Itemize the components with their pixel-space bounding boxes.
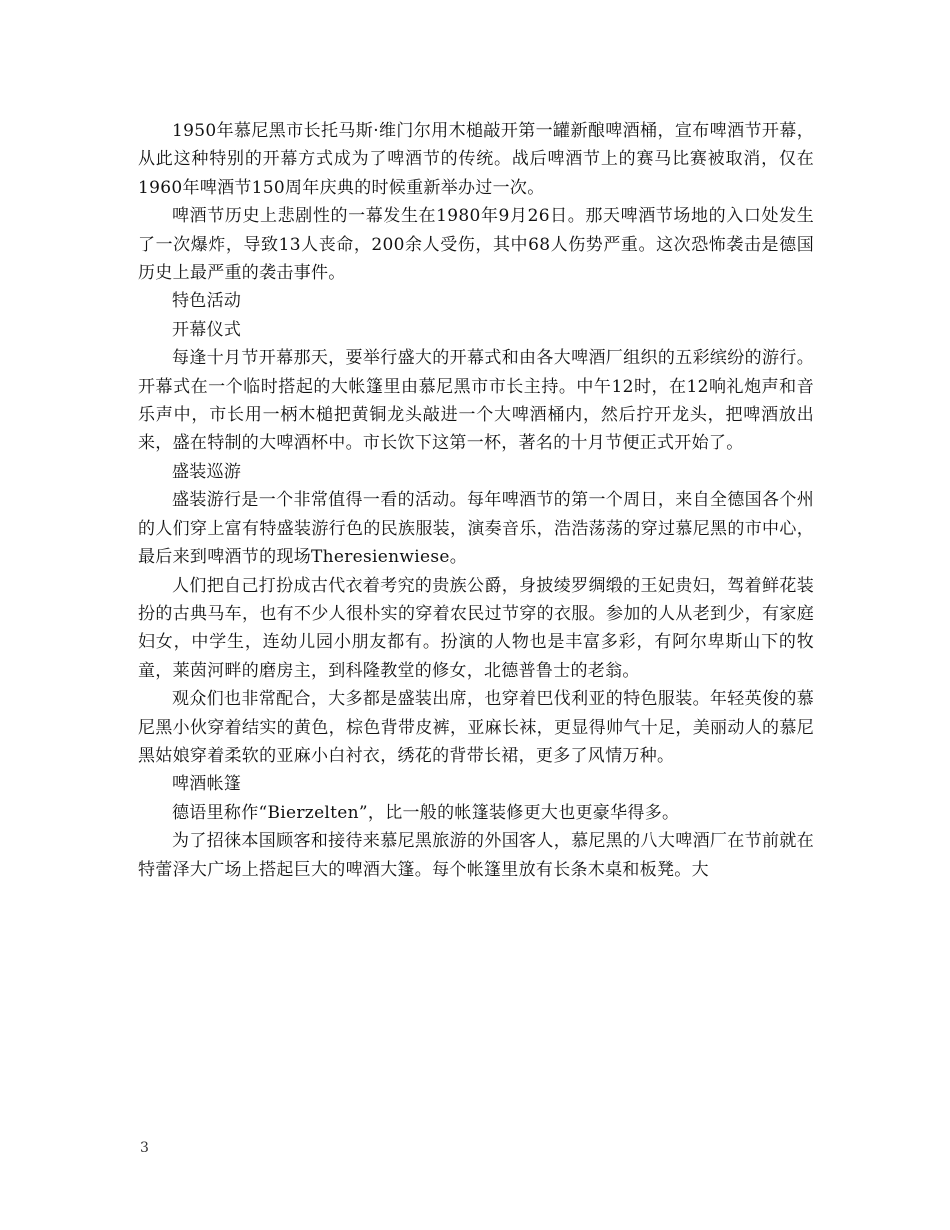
heading-costume-parade: 盛装巡游	[172, 461, 242, 482]
paragraph-1980-bombing: 啤酒节历史上悲剧性的一幕发生在1980年9月26日。那天啤酒节场地的入口处发生了一次爆炸，导致13人丧命，200余人受伤，其中68人伤势严重。这次恐怖袭击是德国历史上最严重的袭击事件。	[138, 206, 814, 284]
paragraph-beer-barrel-opening: 1950年慕尼黑市长托马斯·维门尔用木槌敲开第一罐新酿啤酒桶，宣布啤酒节开幕，从此这种特别的开幕方式成为了啤酒节的传统。战后啤酒节上的赛马比赛被取消，仅在1960年啤酒节150周年庆典的时候重新举办过一次。	[138, 121, 814, 198]
heading-opening-ceremony: 开幕仪式	[172, 319, 242, 340]
paragraph-beer-tents: 为了招徕本国顾客和接待来慕尼黑旅游的外国客人，慕尼黑的八大啤酒厂在节前就在特蕾泽大广场上搭起巨大的啤酒大篷。每个帐篷里放有长条木桌和板凳。大	[138, 831, 814, 880]
heading-special-activities: 特色活动	[172, 291, 242, 312]
paragraph-bierzelten: 德语里称作“Bierzelten”，比一般的帐篷装修更大也更豪华得多。	[172, 802, 680, 823]
page-body	[138, 117, 814, 884]
paragraph-spectators: 观众们也非常配合，大多都是盛装出席，也穿着巴伐利亚的特色服装。年轻英俊的慕尼黑小伙穿着结实的黄色，棕色背带皮裤，亚麻长袜，更显得帅气十足，美丽动人的慕尼黑姑娘穿着柔软的亚麻小白衬衣，绣花的背带长裙，更多了风情万种。	[138, 689, 814, 766]
paragraph-costume-parade: 盛装游行是一个非常值得一看的活动。每年啤酒节的第一个周日，来自全德国各个州的人们穿上富有特盛装游行色的民族服装，演奏音乐，浩浩荡荡的穿过慕尼黑的市中心，最后来到啤酒节的现场Theresienwiese。	[138, 490, 814, 568]
page-number: 3	[140, 1140, 149, 1156]
heading-beer-tents: 啤酒帐篷	[172, 774, 242, 795]
paragraph-opening-ceremony: 每逢十月节开幕那天，要举行盛大的开幕式和由各大啤酒厂组织的五彩缤纷的游行。开幕式在一个临时搭起的大帐篷里由慕尼黑市市长主持。中午12时，在12响礼炮声和音乐声中，市长用一柄木槌把黄铜龙头敲进一个大啤酒桶内，然后拧开龙头，把啤酒放出来，盛在特制的大啤酒杯中。市长饮下这第一杯，著名的十月节便正式开始了。	[138, 348, 814, 454]
paragraph-parade-participants: 人们把自己打扮成古代衣着考究的贵族公爵，身披绫罗绸缎的王妃贵妇，驾着鲜花装扮的古典马车，也有不少人很朴实的穿着农民过节穿的衣服。参加的人从老到少，有家庭妇女，中学生，连幼儿园小朋友都有。扮演的人物也是丰富多彩，有阿尔卑斯山下的牧童，莱茵河畔的磨房主，到科隆教堂的修女，北德普鲁士的老翁。	[138, 575, 814, 681]
